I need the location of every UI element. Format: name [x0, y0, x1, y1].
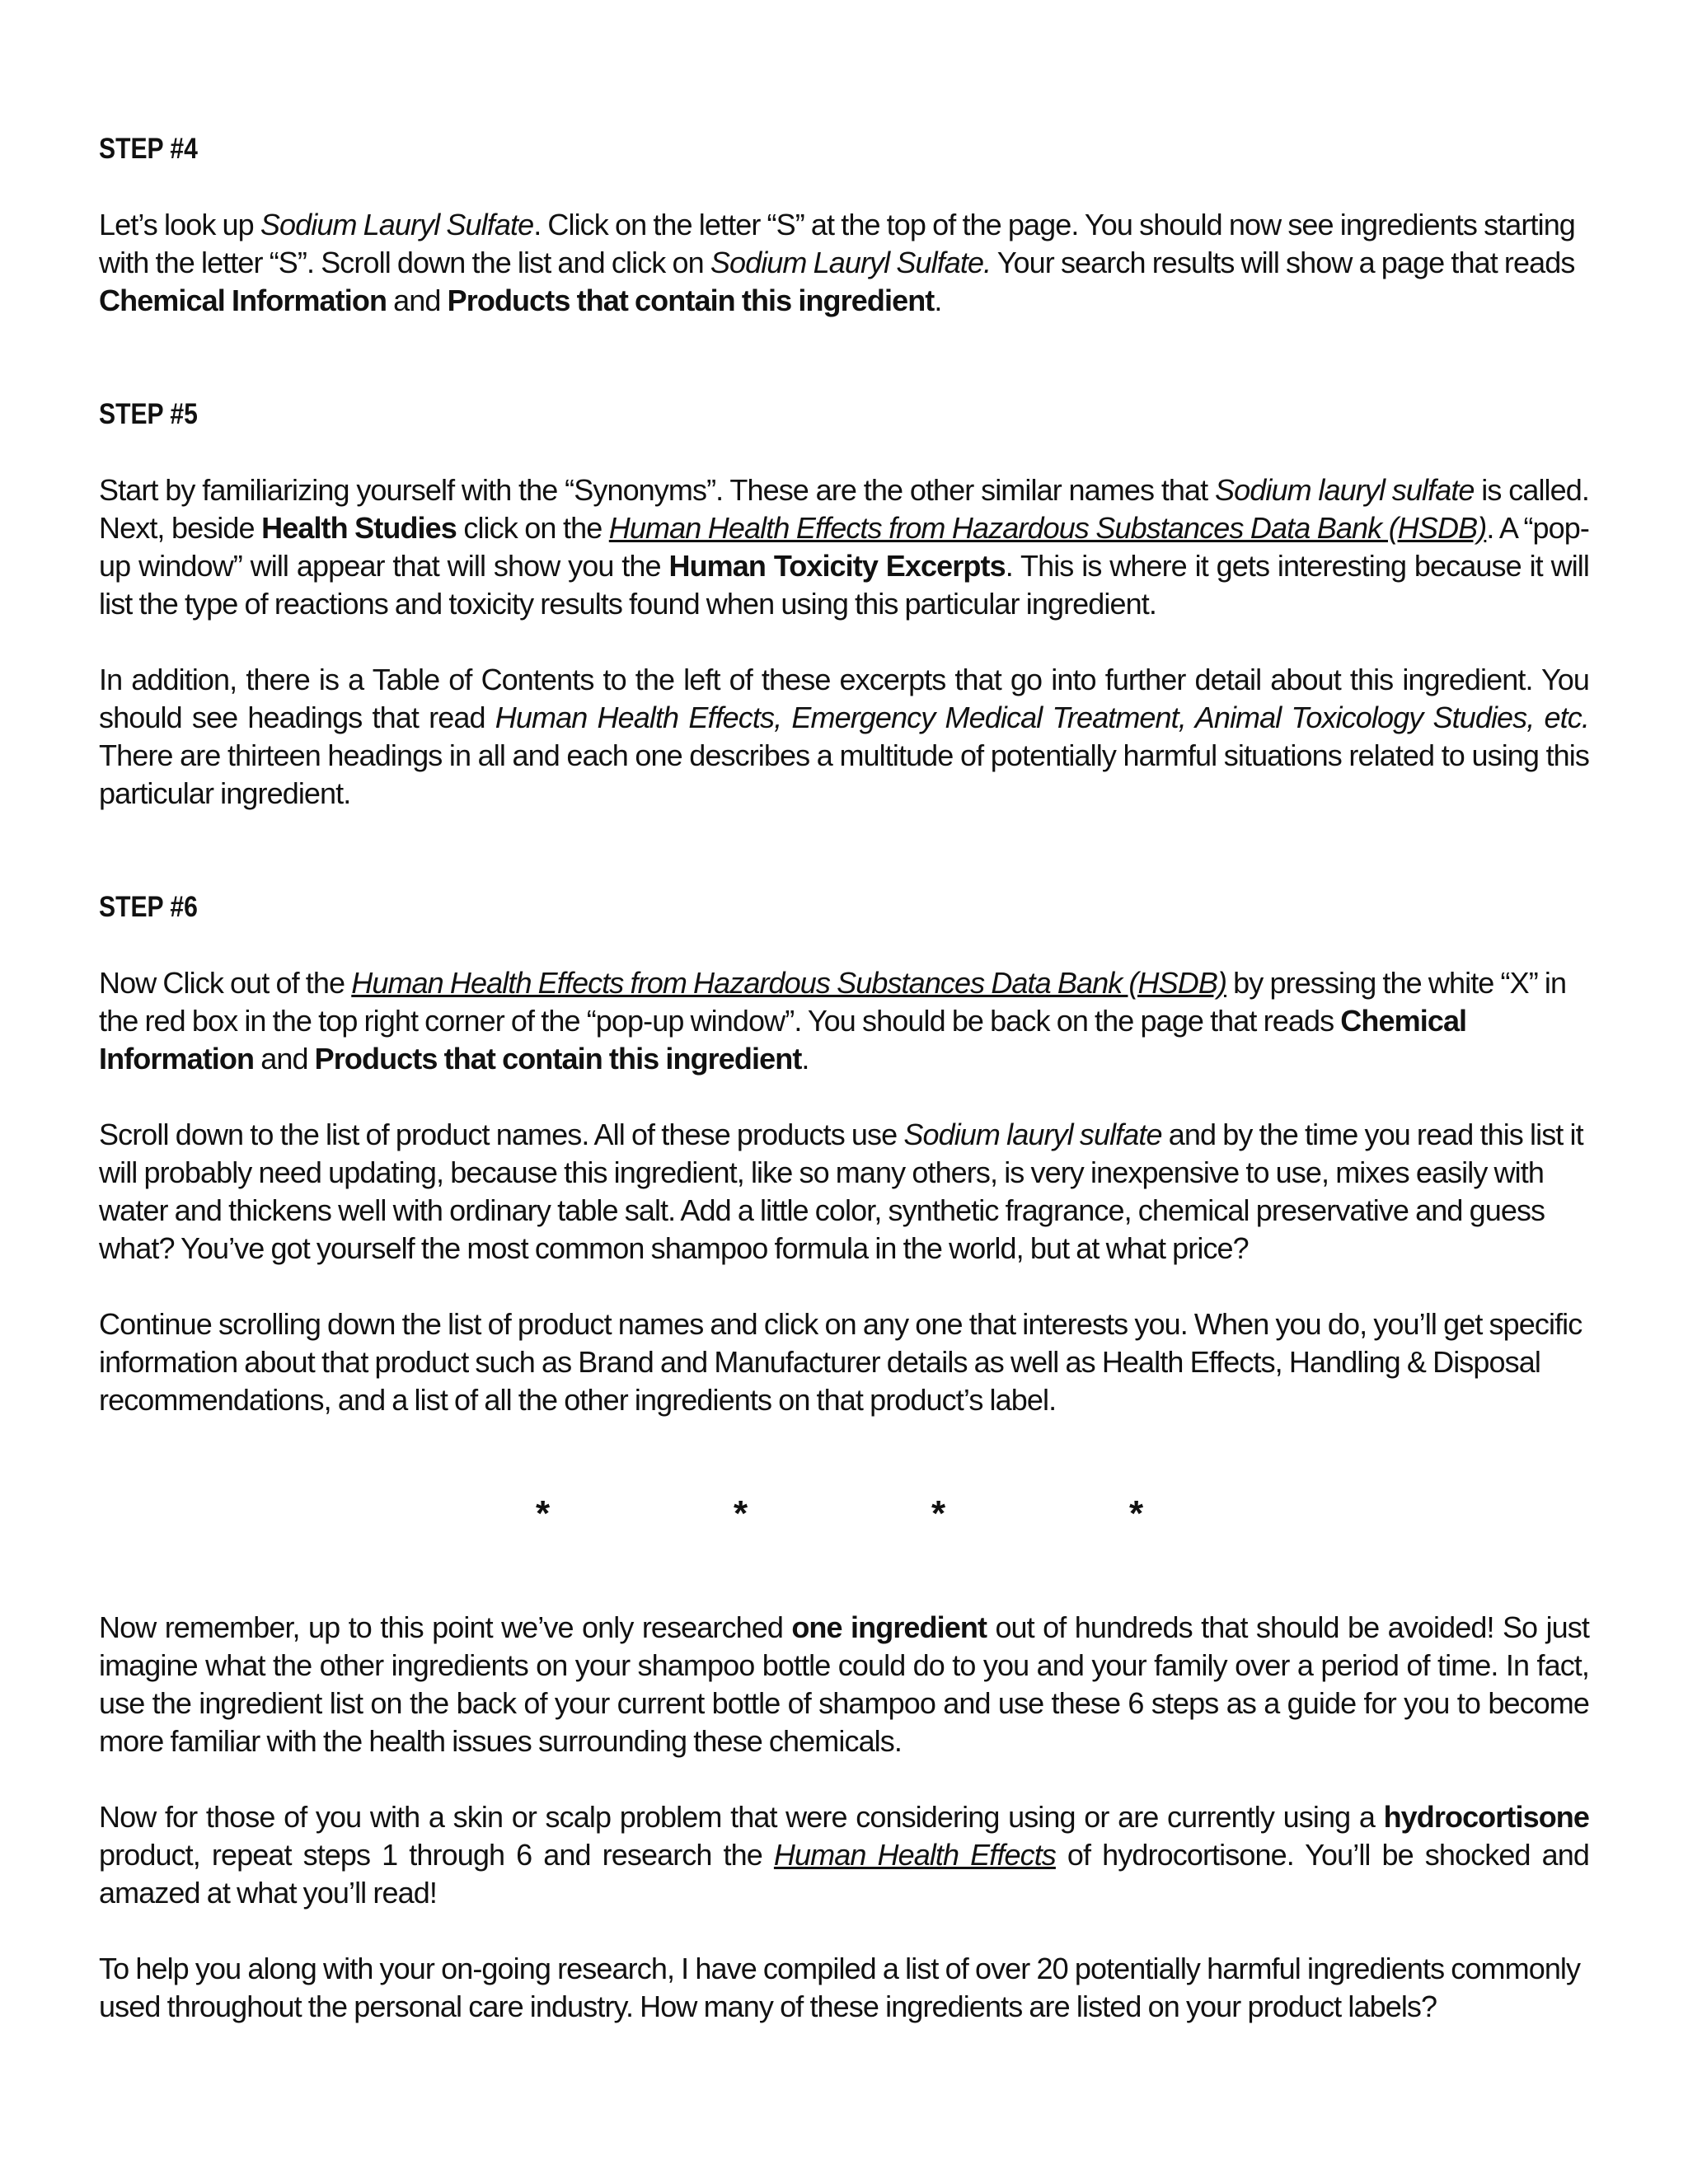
bold-term: hydrocortisone	[1383, 1800, 1589, 1834]
headings-list: Human Health Effects, Emergency Medical Treatment, Animal Toxicology Studies, etc.	[495, 701, 1589, 734]
text-run: is called. Next, beside	[99, 473, 1589, 545]
text-run: .	[801, 1042, 809, 1076]
text-run: .	[934, 284, 942, 317]
text-run: out of hundreds that should be avoided! So just imagine what the other ingredients on your shampoo bottle could do to you and your family over a period of time. In fact, use the ingredient list on the back of your current bottle of shampoo and use these 6 steps as a guide for you to become more familiar with the health issues surrounding these chemicals.	[99, 1610, 1589, 1758]
bold-term: Products that contain this ingredient	[447, 284, 935, 317]
text-run: Continue scrolling down the list of product names and click on any one that interests you. When you do, you’ll get specific information about that product such as Brand and Manufacturer details as well as Health Effects, Handling & Disposal recommendations, and a list of all the other ingredients on that product’s label.	[99, 1307, 1582, 1417]
hsdb-link[interactable]: Human Health Effects from Hazardous Substances Data Bank (HSDB)	[351, 966, 1227, 1000]
text-run: product, repeat steps 1 through 6 and research the	[99, 1838, 774, 1872]
step-6-paragraph-1	[99, 964, 1589, 1078]
text-run: Now Click out of the	[99, 966, 352, 1000]
bold-term: Products that contain this ingredient	[314, 1042, 802, 1076]
step-5-heading: STEP #5	[99, 398, 198, 430]
ingredient-name: Sodium Lauryl Sulfate.	[710, 246, 992, 279]
text-run: Let’s look up	[99, 208, 260, 241]
separator-star: *	[734, 1493, 748, 1534]
text-run: and	[387, 284, 448, 317]
separator-star: *	[536, 1493, 551, 1534]
ingredient-name: Sodium lauryl sulfate	[1215, 473, 1475, 507]
closing-paragraph-3	[99, 1950, 1589, 2026]
text-run: In addition, there is a Table of Contents to the left of these excerpts that go into further detail about this ingredient. You should see headings that read	[99, 663, 1589, 734]
text-run: . This is where it gets interesting because it will list the type of reactions and toxicity results found when using this particular ingredient.	[99, 549, 1589, 621]
step-6-paragraph-2	[99, 1116, 1589, 1268]
text-run: by pressing the white “X” in the red box in the top right corner of the “pop-up window”. You should be back on the page that reads	[99, 966, 1567, 1038]
step-4-paragraph	[99, 206, 1589, 320]
bold-term: Chemical Information	[99, 284, 387, 317]
bold-term: Human Toxicity Excerpts	[668, 549, 1006, 583]
text-run: Scroll down to the list of product names. All of these products use	[99, 1118, 904, 1151]
bold-term: one ingredient	[791, 1610, 987, 1644]
text-run: . A “pop-up window” will appear that will show you the	[99, 511, 1589, 583]
text-run: click on the	[456, 511, 609, 545]
step-5-paragraph-1	[99, 471, 1589, 623]
separator-star: *	[1129, 1493, 1144, 1534]
text-run: To help you along with your on-going research, I have compiled a list of over 20 potentially harmful ingredients commonly used throughout the personal care industry. How many of these ingredients are listed on your product labels?	[99, 1952, 1581, 2023]
text-run: Now remember, up to this point we’ve only researched	[99, 1610, 792, 1644]
closing-paragraph-2	[99, 1798, 1589, 1912]
ingredient-name: Sodium Lauryl Sulfate	[260, 208, 534, 241]
text-run: Now for those of you with a skin or scalp problem that were considering using or are currently using a	[99, 1800, 1384, 1834]
ingredient-name: Sodium lauryl sulfate	[903, 1118, 1162, 1151]
text-run: Start by familiarizing yourself with the “Synonyms”. These are the other similar names that	[99, 473, 1216, 507]
bold-term: Health Studies	[261, 511, 457, 545]
human-health-effects-link[interactable]: Human Health Effects	[773, 1838, 1056, 1872]
document-page	[99, 130, 1589, 2026]
section-separator	[536, 1495, 1589, 1533]
step-6-paragraph-3	[99, 1305, 1589, 1419]
text-run: of hydrocortisone. You’ll be shocked and amazed at what you’ll read!	[99, 1838, 1589, 1910]
text-run: There are thirteen headings in all and each one describes a multitude of potentially harmful situations related to using this particular ingredient.	[99, 738, 1589, 810]
step-5-paragraph-2	[99, 661, 1589, 813]
step-6-heading: STEP #6	[99, 891, 198, 923]
closing-paragraph-1	[99, 1609, 1589, 1760]
hsdb-link[interactable]: Human Health Effects from Hazardous Substances Data Bank (HSDB)	[608, 511, 1487, 545]
text-run: . Click on the letter “S” at the top of the page. You should now see ingredients starting with the letter “S”. Scroll down the list and click on	[99, 208, 1575, 279]
text-run: Your search results will show a page that reads	[991, 246, 1575, 279]
text-run: and	[254, 1042, 315, 1076]
bold-term: Chemical Information	[99, 1004, 1467, 1076]
step-4-heading: STEP #4	[99, 133, 198, 165]
separator-star: *	[931, 1493, 946, 1534]
text-run: and by the time you read this list it will probably need updating, because this ingredient, like so many others, is very inexpensive to use, mixes easily with water and thickens well with ordinary table salt. Add a little color, synthetic fragrance, chemical preservative and guess what? You’ve got yourself the most common shampoo formula in the world, but at what price?	[99, 1118, 1583, 1265]
